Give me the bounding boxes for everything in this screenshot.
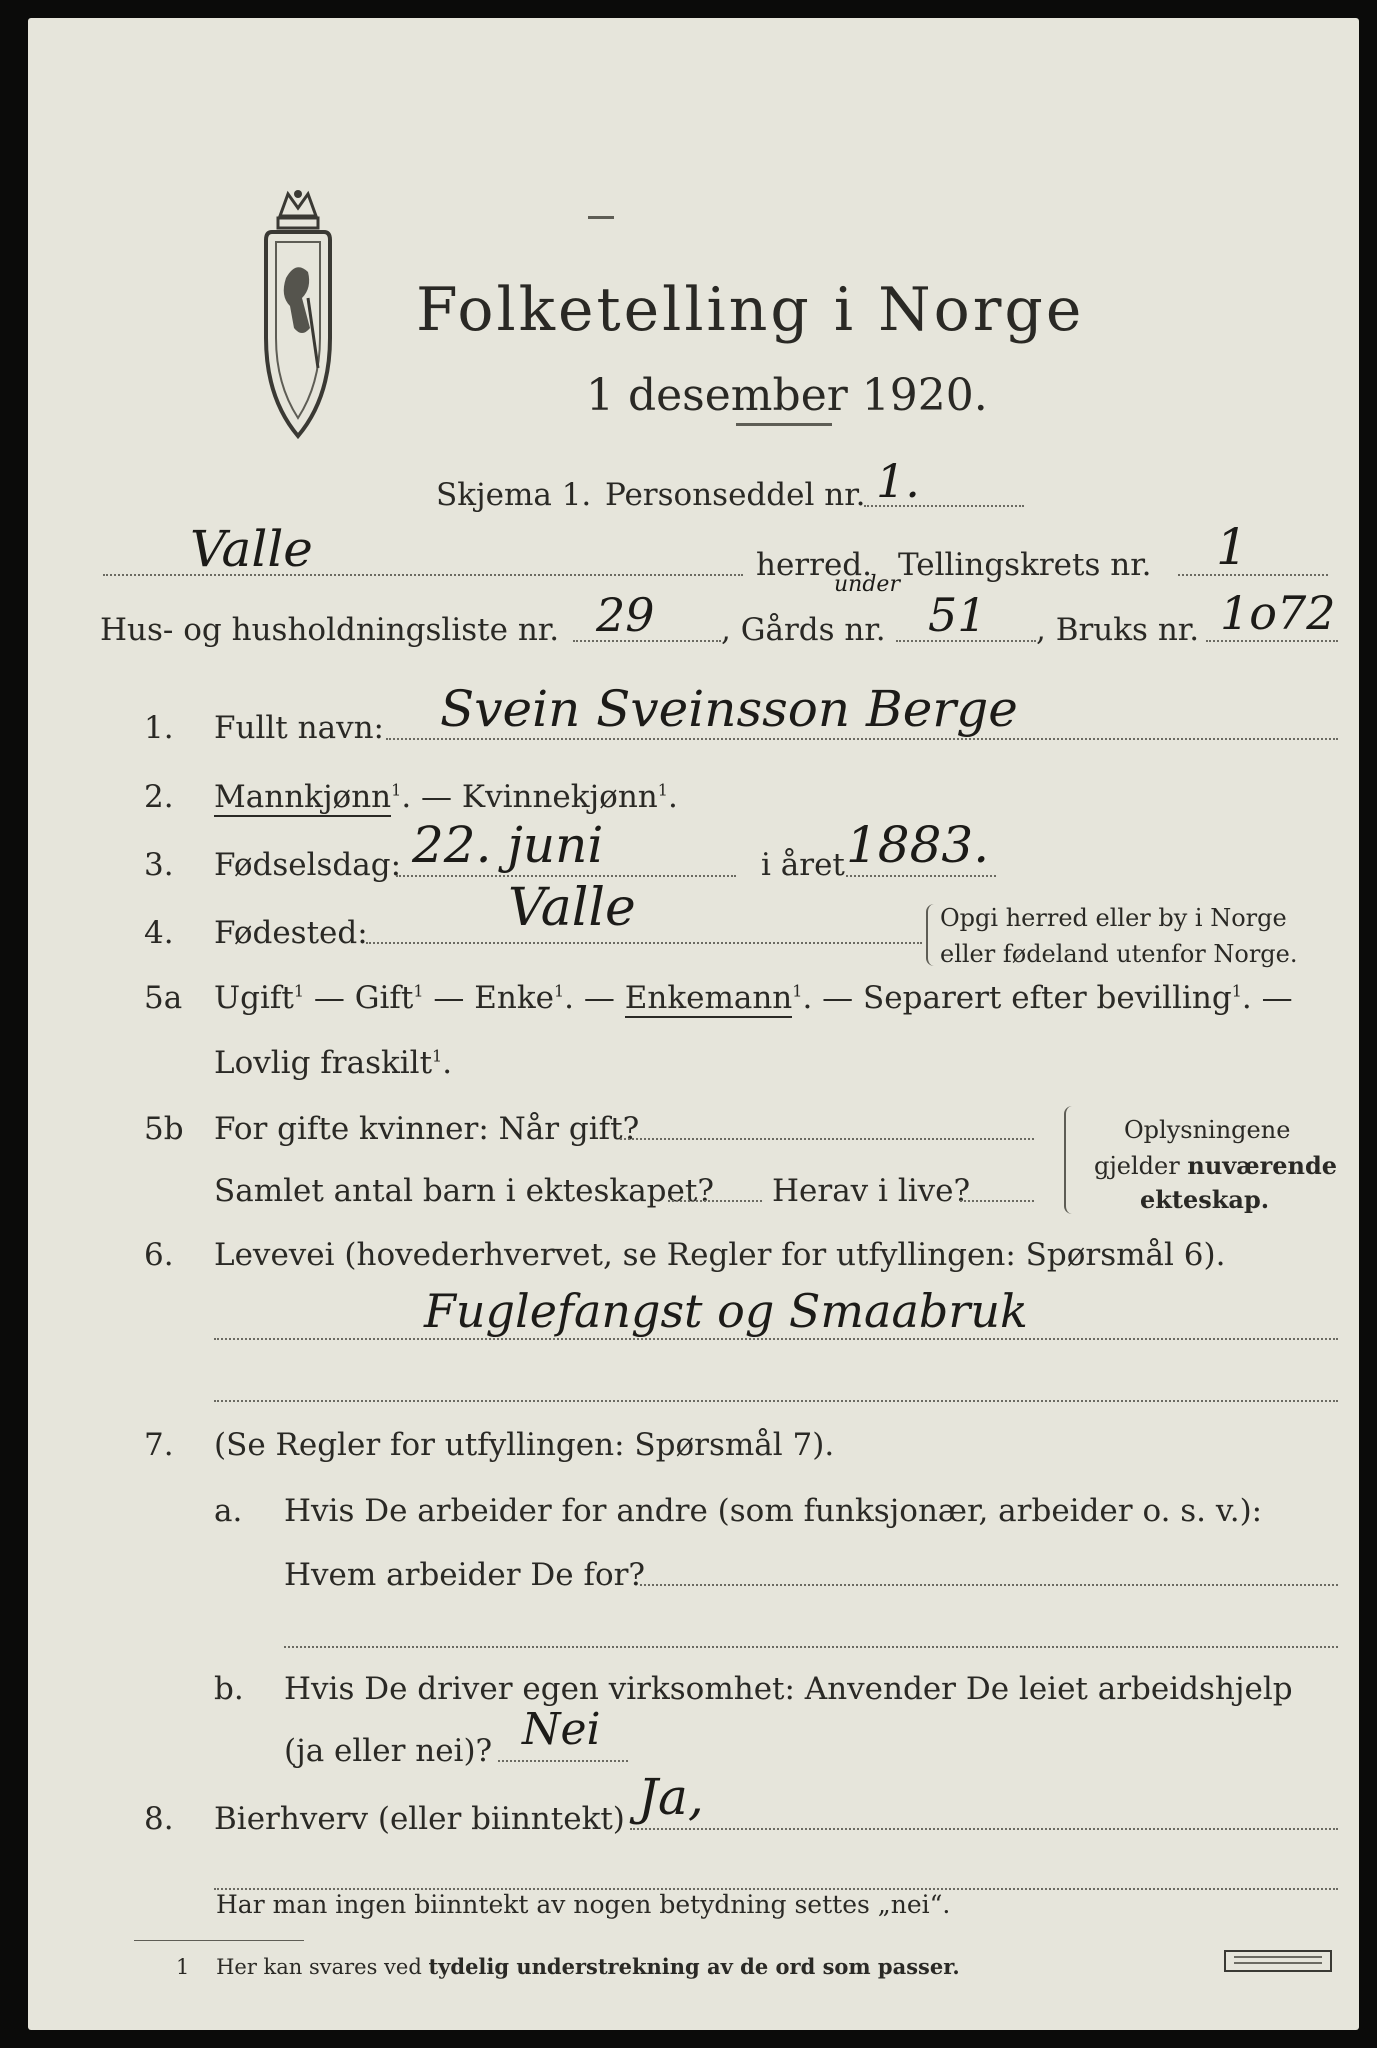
- q8-number: 8.: [144, 1801, 174, 1837]
- q5a-sup-3: 1: [553, 981, 565, 1001]
- personseddel-label: Personseddel nr.: [605, 477, 866, 513]
- form-title: Folketelling i Norge: [416, 275, 1085, 345]
- bruks-line: [1206, 640, 1338, 642]
- q5a-sup-4: 1: [792, 981, 803, 1001]
- q3-day-line: [396, 875, 736, 877]
- gards-label: , Gårds nr.: [721, 612, 886, 648]
- q7-number: 7.: [144, 1427, 174, 1463]
- q5b-note-brace: [1064, 1106, 1076, 1214]
- q5a-number: 5a: [144, 980, 183, 1016]
- footnote: [176, 1956, 960, 1978]
- q5b-label-1: For gifte kvinner: Når gift?: [214, 1111, 640, 1147]
- q5b-label-2: Samlet antal barn i ekteskapet?: [214, 1173, 714, 1209]
- q4-label: Fødested:: [214, 915, 368, 951]
- q5a-lovlig-option[interactable]: Lovlig fraskilt: [214, 1045, 433, 1081]
- bruks-value: 1o72: [1220, 586, 1336, 640]
- q5b-note-2b: nuværende: [1187, 1151, 1338, 1180]
- q7b-letter: b.: [214, 1671, 244, 1707]
- q3-year-value: 1883.: [846, 816, 990, 874]
- q4-note-line-1: Opgi herred eller by i Norge: [940, 904, 1287, 932]
- tellingskrets-label: Tellingskrets nr.: [898, 547, 1152, 583]
- q5b-note-1: Oplysningene: [1124, 1116, 1291, 1144]
- footnote-text-a: Her kan svares ved: [216, 1955, 422, 1979]
- q3-value: 22. juni: [412, 816, 604, 874]
- footnote-rule: [134, 1940, 304, 1941]
- q5a-options: Ugift$^1$ — Gift$^1$ — Enke$^1$. — Enkemann$^1$. — Separert efter bevilling$^1$. —: [214, 980, 1293, 1016]
- q5b-line-2: [668, 1200, 762, 1202]
- gards-note: under: [834, 572, 900, 597]
- q5a-enkemann-option[interactable]: Enkemann: [624, 980, 793, 1016]
- q4-note-line-2: eller fødeland utenfor Norge.: [940, 940, 1298, 968]
- title-dash: [588, 216, 614, 219]
- hus-value: 29: [596, 588, 655, 642]
- tellingskrets-line: [1178, 574, 1328, 576]
- q4-value: Valle: [508, 878, 636, 938]
- q5a-separert-option[interactable]: Separert efter bevilling: [863, 980, 1232, 1016]
- q5b-note-2a: gjelder: [1094, 1152, 1180, 1180]
- norwegian-coat-of-arms-icon: [250, 188, 346, 450]
- q7a-line-1: [640, 1584, 1338, 1586]
- q5b-note-3: ekteskap.: [1140, 1185, 1270, 1214]
- q5a-dash: . —: [1241, 980, 1293, 1016]
- q5a-sup-6: 1: [432, 1046, 443, 1066]
- q5b-note-2: [1094, 1151, 1338, 1180]
- gards-value: 51: [928, 588, 987, 642]
- q1-value: Svein Sveinsson Berge: [440, 680, 1018, 738]
- q6-value: Fuglefangst og Smaabruk: [424, 1284, 1028, 1338]
- q5b-number: 5b: [144, 1111, 184, 1147]
- q1-label: Fullt navn:: [214, 710, 384, 746]
- q7b-label-2: (ja eller nei)?: [284, 1733, 493, 1769]
- q5b-line-3: [960, 1200, 1034, 1202]
- hus-label: Hus- og husholdningsliste nr.: [100, 612, 560, 648]
- q7a-label-2: Hvem arbeider De for?: [284, 1557, 646, 1593]
- q7b-label-1: Hvis De driver egen virksomhet: Anvender De leiet arbeidshjelp: [284, 1671, 1293, 1707]
- q5a-sup-1: 1: [293, 981, 305, 1001]
- schema-label: Skjema 1.: [436, 477, 592, 513]
- q4-note-brace: [926, 904, 936, 966]
- personseddel-value: 1.: [876, 454, 920, 508]
- q2-number: 2.: [144, 779, 174, 815]
- footnote-text-b: tydelig understrekning av de ord som passer.: [428, 1954, 960, 1979]
- q2-end: .: [667, 779, 678, 815]
- q2-options: [214, 779, 678, 815]
- q8-label: Bierhverv (eller biinntekt): [214, 1801, 625, 1837]
- q3-number: 3.: [144, 847, 174, 883]
- q8-value: Ja,: [638, 1768, 704, 1826]
- q3-year-label: i året: [761, 847, 845, 883]
- q7a-line-2: [284, 1646, 1338, 1648]
- q2-female-sup: 1: [657, 780, 668, 800]
- q1-line: [386, 738, 1338, 740]
- q3-label: Fødselsdag:: [214, 847, 402, 883]
- q4-line: [366, 942, 922, 944]
- printer-stamp-icon: [1224, 1950, 1332, 1972]
- q5a-gift-option[interactable]: Gift: [354, 980, 414, 1016]
- q5a-ugift-option[interactable]: Ugift: [214, 980, 294, 1016]
- footnote-marker: 1: [176, 1955, 190, 1979]
- q5a-sup-5: 1: [1231, 981, 1242, 1001]
- q2-separator: . —: [401, 779, 462, 815]
- q5b-line-1: [620, 1138, 1034, 1140]
- herred-value: Valle: [190, 520, 313, 578]
- title-divider: [736, 423, 832, 426]
- q2-male-sup: 1: [391, 780, 402, 800]
- q5a-sup-2: 1: [413, 981, 424, 1001]
- census-date: 1 desember 1920.: [586, 370, 988, 421]
- herred-label: herred.: [756, 547, 872, 583]
- q6-label: Levevei (hovederhvervet, se Regler for utfyllingen: Spørsmål 6).: [214, 1237, 1226, 1273]
- q6-line-1: [214, 1338, 1338, 1340]
- q4-number: 4.: [144, 915, 174, 951]
- q3-year-line: [846, 875, 996, 877]
- census-form-page: [28, 18, 1359, 2030]
- q1-number: 1.: [144, 710, 174, 746]
- q7b-line: [498, 1760, 628, 1762]
- q6-number: 6.: [144, 1237, 174, 1273]
- q2-female-option[interactable]: Kvinnekjønn: [461, 779, 658, 815]
- q8-line-1: [630, 1828, 1338, 1830]
- bruks-label: , Bruks nr.: [1036, 612, 1200, 648]
- q7a-label-1: Hvis De arbeider for andre (som funksjonær, arbeider o. s. v.):: [284, 1493, 1263, 1529]
- q7-label: (Se Regler for utfyllingen: Spørsmål 7).: [214, 1427, 835, 1463]
- tellingskrets-value: 1: [1216, 518, 1248, 576]
- q8-note: Har man ingen biinntekt av nogen betydning settes „nei“.: [216, 1890, 951, 1919]
- q5a-enke-option[interactable]: Enke: [474, 980, 554, 1016]
- q7b-value: Nei: [522, 1704, 601, 1755]
- q5a-line-2: Lovlig fraskilt$^1$.: [214, 1045, 453, 1081]
- q6-line-2: [214, 1400, 1338, 1402]
- q7a-letter: a.: [214, 1493, 243, 1529]
- q2-male-option[interactable]: Mannkjønn: [214, 779, 392, 815]
- q5b-label-3: Herav i live?: [772, 1173, 971, 1209]
